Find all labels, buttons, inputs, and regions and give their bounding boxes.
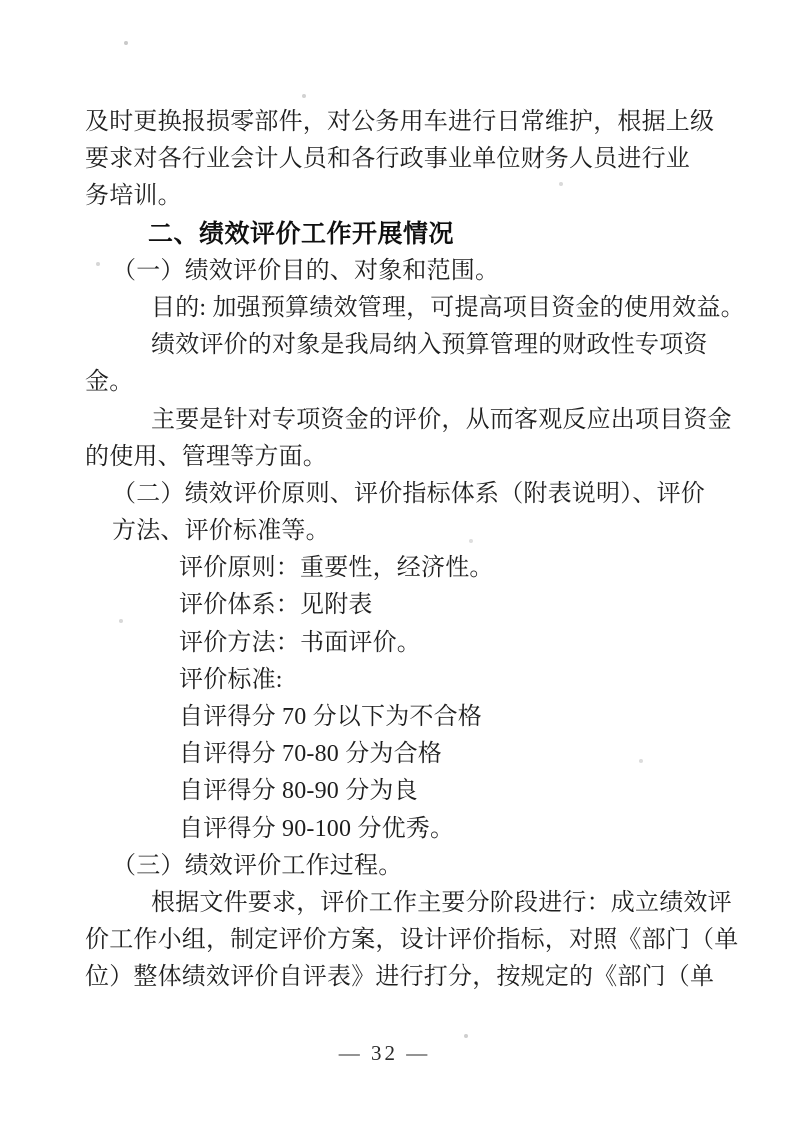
body-line: 及时更换报损零部件，对公务用车进行日常维护，根据上级 <box>85 109 715 135</box>
list-item: 评价体系：见附表 <box>179 592 373 619</box>
subsection-heading: （一）绩效评价目的、对象和范围。 <box>112 257 500 284</box>
document-body <box>85 104 745 997</box>
body-line: 根据文件要求，评价工作主要分阶段进行：成立绩效评 <box>151 889 732 916</box>
body-line: 金。 <box>85 369 134 396</box>
subsection-heading: （二）绩效评价原则、评价指标体系（附表说明）、评价 <box>112 480 705 507</box>
body-line: 主要是针对专项资金的评价，从而客观反应出项目资金 <box>151 406 732 433</box>
subsection-heading: （三）绩效评价工作过程。 <box>112 852 403 879</box>
body-line: 的使用、管理等方面。 <box>85 443 327 470</box>
body-line: 绩效评价的对象是我局纳入预算管理的财政性专项资 <box>151 332 708 359</box>
list-item: 评价标准: <box>179 666 283 693</box>
body-line: 务培训。 <box>85 183 182 210</box>
body-line: 方法、评价标准等。 <box>112 518 330 545</box>
page-number: — 32 — <box>338 1041 431 1065</box>
section-heading: 二、绩效评价工作开展情况 <box>148 219 455 248</box>
list-item: 自评得分 90-100 分优秀。 <box>179 815 455 842</box>
list-item: 自评得分 70 分以下为不合格 <box>179 704 482 730</box>
list-item: 自评得分 70-80 分为合格 <box>179 741 442 768</box>
scan-noise <box>0 0 2 2</box>
body-line: 要求对各行业会计人员和各行政事业单位财务人员进行业 <box>85 146 690 173</box>
list-item: 自评得分 80-90 分为良 <box>179 778 418 805</box>
list-item: 评价方法：书面评价。 <box>179 629 421 656</box>
body-line: 位）整体绩效评价自评表》进行打分，按规定的《部门（单 <box>85 964 715 991</box>
list-item: 评价原则：重要性，经济性。 <box>179 555 494 582</box>
body-line: 目的: 加强预算绩效管理，可提高项目资金的使用效益。 <box>151 294 745 321</box>
body-line: 价工作小组，制定评价方案，设计评价指标，对照《部门（单 <box>85 927 739 954</box>
